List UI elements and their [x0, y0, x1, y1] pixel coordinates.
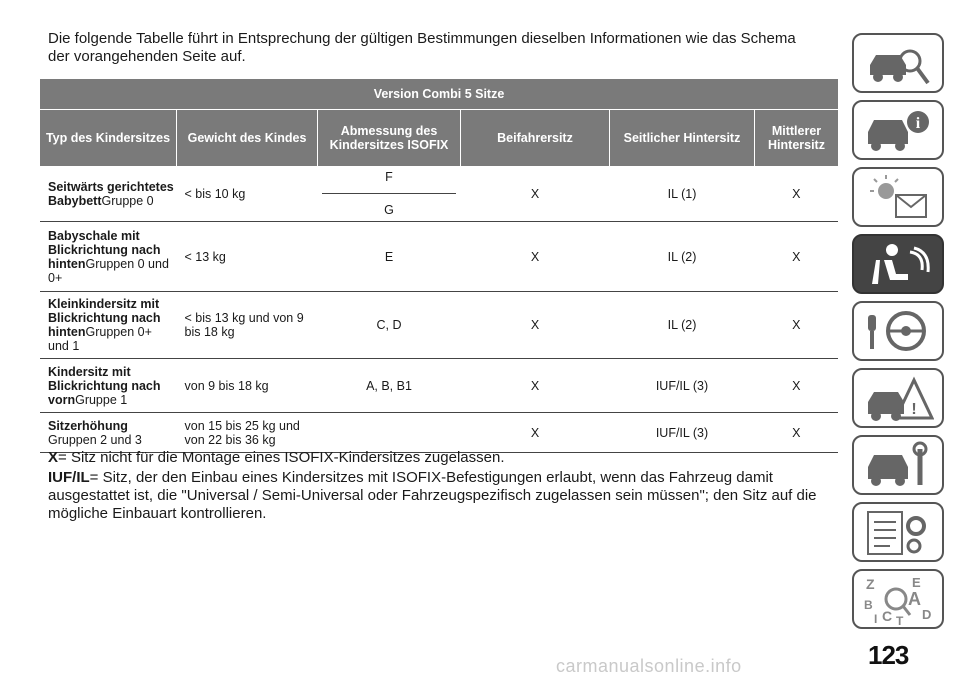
row-weight: < bis 10 kg	[177, 166, 318, 222]
row-side: IL (1)	[610, 166, 755, 222]
letter-c: C	[882, 608, 893, 624]
note-iuf-il: IUF/IL= Sitz, der den Einbau eines Kindersitzes mit ISOFIX-Befestigungen erlaubt, wenn das Fahrzeug damit ausgestattet ist, die "Universal / Semi-Universal oder Fahrzeugspezifisch zugelassen sein müssen"; den Sitz auf die mögliche Einbauart kontrollieren.	[48, 469, 817, 522]
col-header-middle: Mittlerer Hintersitz	[755, 110, 839, 167]
seat-airbag-icon	[862, 240, 934, 290]
warning-light-message-icon	[862, 173, 934, 223]
tab-seat-airbag[interactable]	[852, 234, 944, 294]
row-side: IUF/IL (3)	[610, 359, 755, 413]
size-divider	[322, 193, 456, 194]
row-middle: X	[755, 359, 839, 413]
alphabet-index-icon	[862, 575, 934, 625]
letter-t: T	[896, 614, 904, 625]
isofix-table	[40, 79, 838, 453]
car-info-icon	[862, 106, 934, 156]
row-front: X	[461, 359, 610, 413]
row-weight: von 15 bis 25 kg und von 22 bis 36 kg	[177, 413, 318, 453]
col-header-type: Typ des Kindersitzes	[40, 110, 177, 167]
tab-car-warning-triangle[interactable]	[852, 368, 944, 428]
svg-text:i: i	[915, 115, 921, 132]
svg-text:!: !	[911, 401, 917, 418]
row-weight: von 9 bis 18 kg	[177, 359, 318, 413]
tab-car-magnifier[interactable]	[852, 33, 944, 93]
row-size	[318, 413, 461, 453]
row-size	[318, 166, 461, 222]
row-type: Seitwärts gerichtetes BabybettGruppe 0	[40, 166, 177, 222]
letter-z: Z	[866, 576, 875, 592]
tab-alphabet-index[interactable]	[852, 569, 944, 629]
note-x: X= Sitz nicht für die Montage eines ISOFIX-Kindersitzes zugelassen.	[48, 449, 505, 466]
row-front: X	[461, 166, 610, 222]
row-type: Kindersitz mit Blickrichtung nach vornGruppe 1	[40, 359, 177, 413]
letter-i: I	[874, 612, 878, 625]
col-header-size: Abmessung des Kindersitzes ISOFIX	[318, 110, 461, 167]
table-row	[40, 222, 838, 292]
watermark: carmanualsonline.info	[556, 656, 742, 676]
letter-e: E	[912, 575, 921, 590]
row-type: Sitzerhöhung Gruppen 2 und 3	[40, 413, 177, 453]
tab-car-info[interactable]	[852, 100, 944, 160]
table-row	[40, 292, 838, 359]
table-row	[40, 359, 838, 413]
table-row	[40, 166, 838, 222]
row-front: X	[461, 413, 610, 453]
row-front: X	[461, 222, 610, 292]
row-weight: < bis 13 kg und von 9 bis 18 kg	[177, 292, 318, 359]
size-bottom: G	[384, 203, 394, 217]
intro-text: Die folgende Tabelle führt in Entsprechung der gültigen Bestimmungen dieselben Informationen wie das Schema der vorangehenden Seite auf.	[48, 30, 796, 65]
row-size: C, D	[318, 292, 461, 359]
row-middle: X	[755, 222, 839, 292]
car-magnifier-icon	[862, 39, 934, 89]
tab-steering-wheel-key[interactable]	[852, 301, 944, 361]
steering-wheel-key-icon	[862, 307, 934, 357]
col-header-weight: Gewicht des Kindes	[177, 110, 318, 167]
letter-d: D	[922, 607, 932, 622]
row-type: Babyschale mit Blickrichtung nach hintenGruppen 0 und 0+	[40, 222, 177, 292]
tab-data-gear[interactable]	[852, 502, 944, 562]
row-middle: X	[755, 413, 839, 453]
row-type: Kleinkindersitz mit Blickrichtung nach hintenGruppen 0+ und 1	[40, 292, 177, 359]
tab-warning-light-message[interactable]	[852, 167, 944, 227]
letter-b: B	[864, 598, 873, 612]
row-weight: < 13 kg	[177, 222, 318, 292]
row-middle: X	[755, 292, 839, 359]
table-row	[40, 413, 838, 453]
car-warning-triangle-icon	[862, 374, 934, 424]
row-side: IUF/IL (3)	[610, 413, 755, 453]
data-gear-icon	[862, 508, 934, 558]
row-side: IL (2)	[610, 222, 755, 292]
tab-car-wrench[interactable]	[852, 435, 944, 495]
car-wrench-icon	[862, 441, 934, 491]
row-size: E	[318, 222, 461, 292]
size-top: F	[385, 170, 393, 184]
row-size: A, B, B1	[318, 359, 461, 413]
col-header-side: Seitlicher Hintersitz	[610, 110, 755, 167]
row-front: X	[461, 292, 610, 359]
row-middle: X	[755, 166, 839, 222]
version-header: Version Combi 5 Sitze	[40, 79, 838, 110]
page-number: 123	[868, 640, 909, 670]
col-header-front: Beifahrersitz	[461, 110, 610, 167]
letter-a: A	[908, 589, 921, 609]
row-side: IL (2)	[610, 292, 755, 359]
